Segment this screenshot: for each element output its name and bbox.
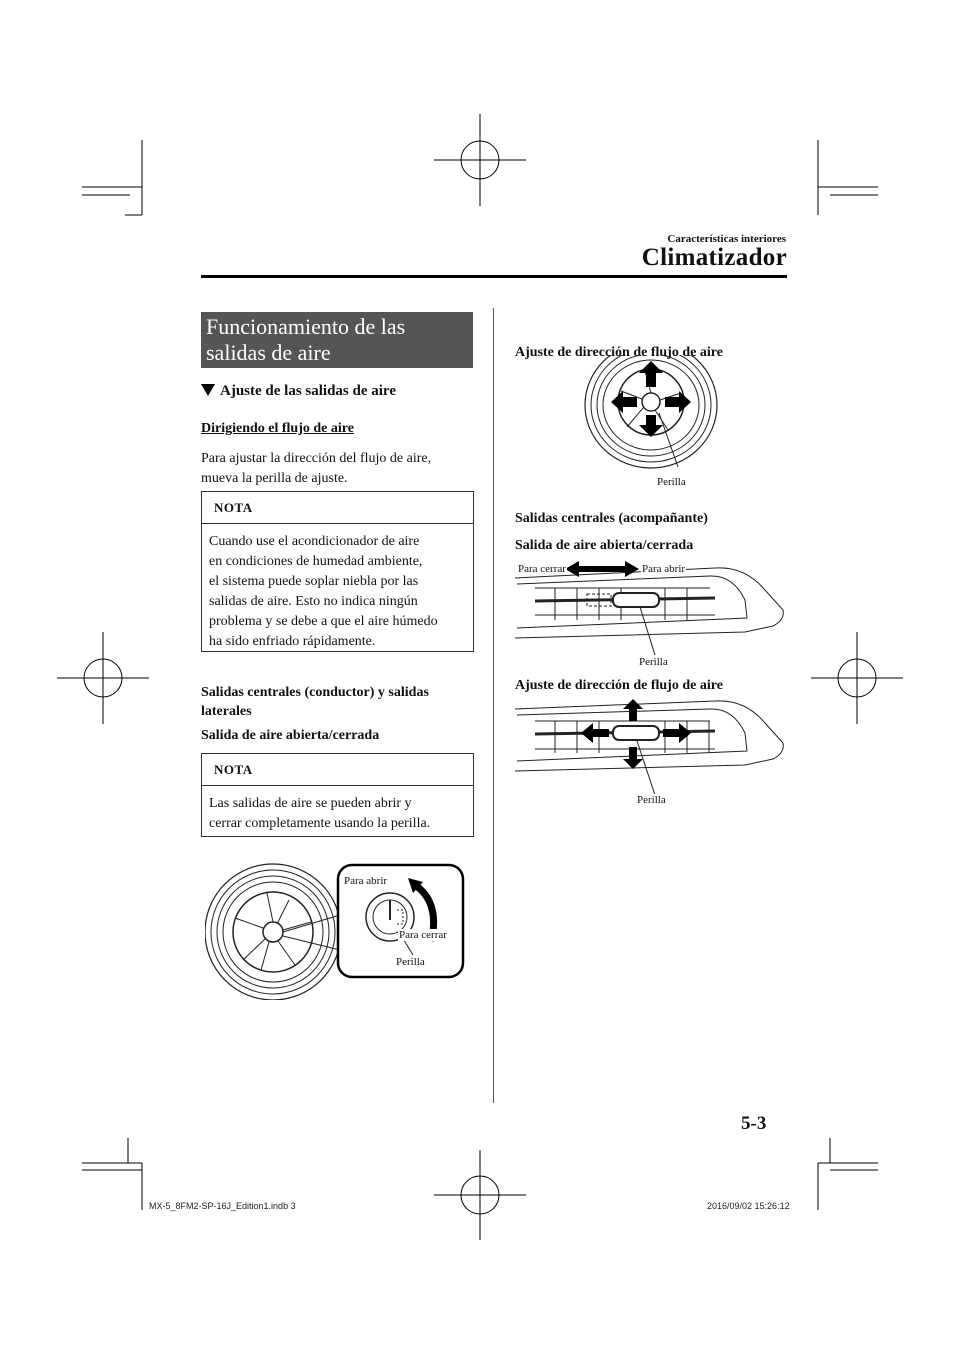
round-vent-direction-illustration [583,355,719,470]
note-line: el sistema puede soplar niebla por las [209,574,419,589]
slot-vent-direction-illustration [515,697,787,795]
subheading [201,383,396,400]
note-heading: NOTA [202,754,473,786]
label-knob-fig1: Perilla [657,476,686,488]
header-section: Características interiores [667,233,786,245]
heading-line: laterales [201,704,252,719]
column-divider [493,308,494,1103]
intro-line: mueva la perilla de ajuste. [201,471,348,486]
note-line: Las salidas de aire se pueden abrir y [209,796,412,811]
note-line: salidas de aire. Esto no indica ningún [209,594,418,609]
heading-open-close-left: Salida de aire abierta/cerrada [201,728,380,743]
footer-file: MX-5_8FM2-SP-16J_Edition1.indb 3 [149,1201,296,1211]
heading-center-driver [201,683,429,721]
intro-paragraph [201,449,431,489]
note-box-2 [201,753,474,837]
section-title-line2: salidas de aire [206,340,331,365]
header-title: Climatizador [641,244,787,271]
note-line: en condiciones de humedad ambiente, [209,554,423,569]
note-line: ha sido enfriado rápidamente. [209,634,376,649]
heading-center-passenger: Salidas centrales (acompañante) [515,511,708,526]
page-number: 5-3 [741,1113,767,1134]
subheading-text: Ajuste de las salidas de aire [220,383,396,399]
label-knob-left: Perilla [396,956,425,968]
note-box-1 [201,491,474,652]
intro-line: Para ajustar la dirección del flujo de aire, [201,451,432,466]
note-line: cerrar completamente usando la perilla. [209,816,431,831]
note-body [202,786,473,834]
heading-direction-1: Ajuste de dirección de flujo de aire [515,345,723,360]
label-close-right: Para cerrar [518,563,566,575]
label-open-right: Para abrir [642,563,686,575]
header-rule [201,275,787,278]
triangle-bullet-icon [201,384,215,396]
underline-heading: Dirigiendo el flujo de aire [201,421,354,436]
note-line: Cuando use el acondicionador de aire [209,534,420,549]
section-title-line1: Funcionamiento de las [206,314,406,339]
label-knob-fig2: Perilla [639,656,668,668]
section-title [201,312,473,368]
label-close-left: Para cerrar [399,929,447,941]
heading-line: Salidas centrales (conductor) y salidas [201,685,429,700]
heading-direction-2: Ajuste de dirección de flujo de aire [515,678,723,693]
note-line: problema y se debe a que el aire húmedo [209,614,438,629]
note-body [202,524,473,652]
note-heading: NOTA [202,492,473,524]
footer-timestamp: 2016/09/02 15:26:12 [707,1201,790,1211]
label-open-left: Para abrir [344,875,388,887]
heading-open-close-right: Salida de aire abierta/cerrada [515,538,694,553]
label-knob-fig3: Perilla [637,794,666,806]
